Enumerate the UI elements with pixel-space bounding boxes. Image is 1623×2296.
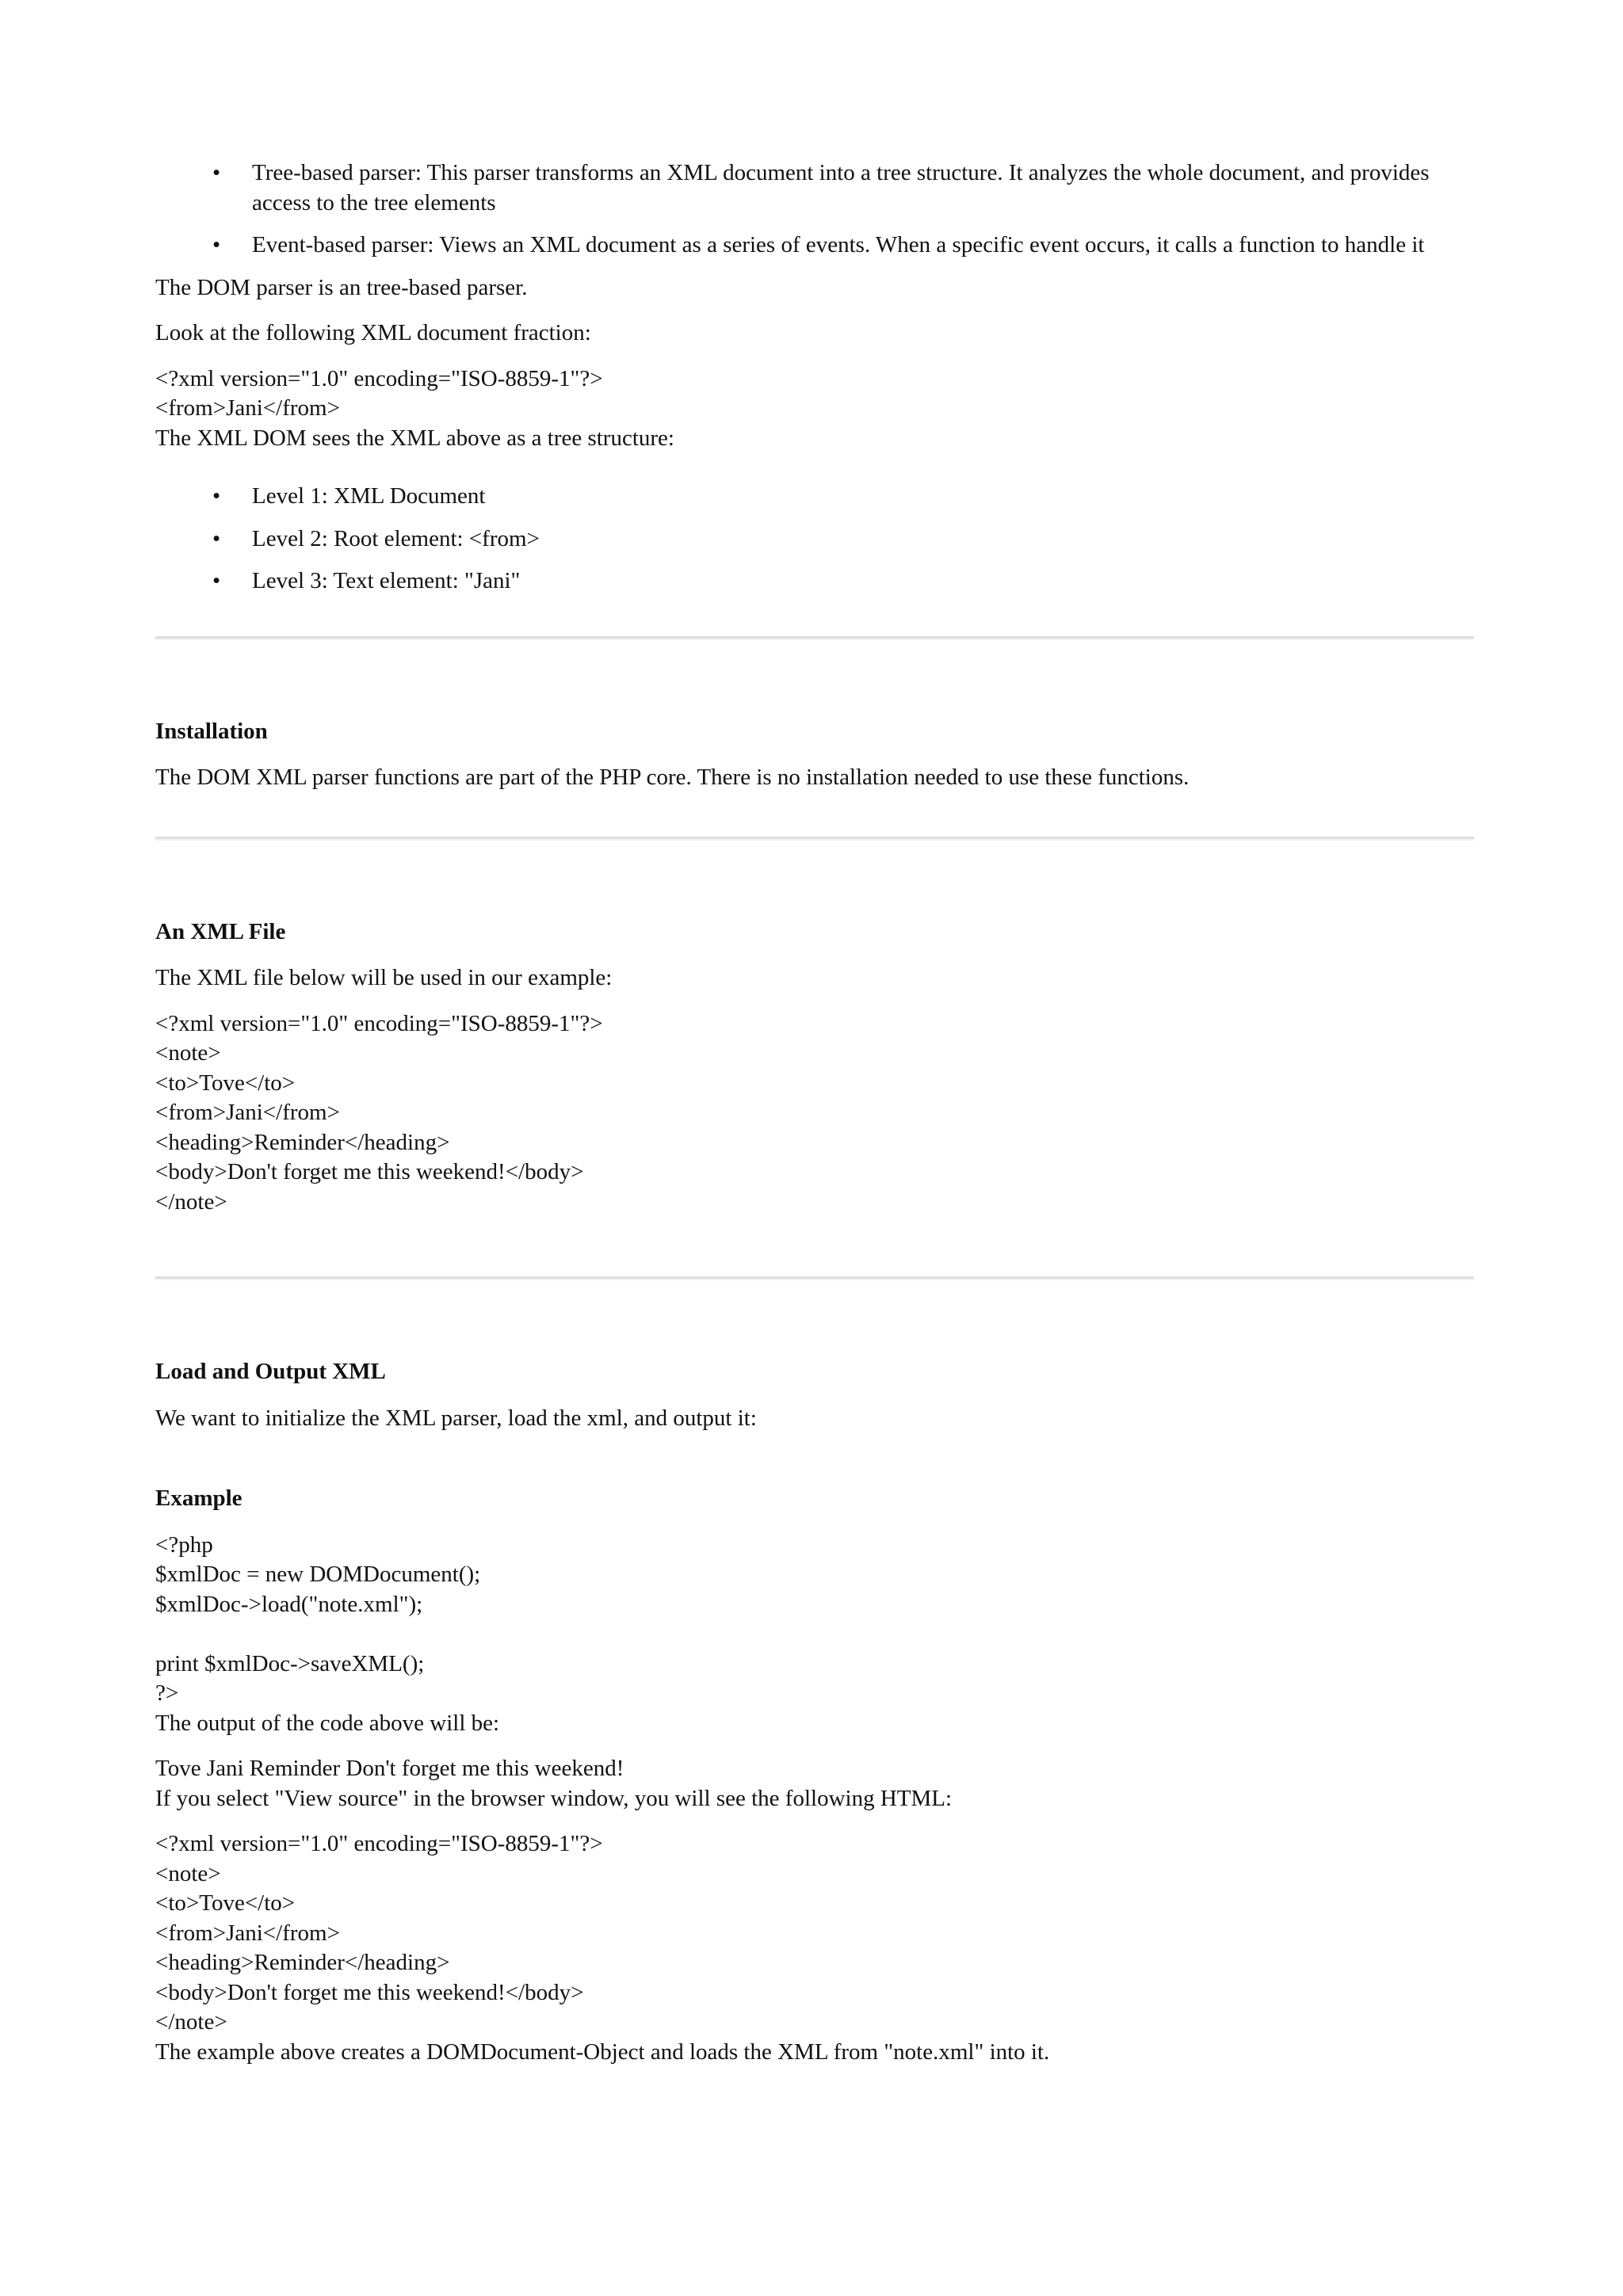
list-item (212, 158, 1474, 218)
list-item (212, 482, 1474, 512)
code-line: <note> (155, 1040, 221, 1066)
output-text (155, 1754, 1474, 1814)
list-item-text: Level 1: XML Document (252, 483, 486, 509)
code-line: The output of the code above will be: (155, 1710, 500, 1736)
bullet-icon: • (212, 568, 221, 593)
paragraph-xml-file-intro: The XML file below will be used in our example: (155, 965, 613, 990)
levels-list (155, 482, 1474, 597)
php-example-code (155, 1531, 1474, 1739)
code-line: $xmlDoc = new DOMDocument(); (155, 1562, 481, 1587)
list-item (212, 231, 1474, 261)
section-divider (155, 1276, 1474, 1280)
list-item-text: Tree-based parser: This parser transforms an XML document into a tree structure. It analyzes the whole document, and provides access to the tree elements (252, 160, 1430, 215)
paragraph-look-at: Look at the following XML document fraction: (155, 320, 591, 345)
code-line: The example above creates a DOMDocument-Object and loads the XML from "note.xml" into it. (155, 2039, 1050, 2065)
code-line: If you select "View source" in the browser window, you will see the following HTML: (155, 1785, 953, 1811)
paragraph-installation: The DOM XML parser functions are part of the PHP core. There is no installation needed to use these functions. (155, 765, 1190, 790)
code-line: <heading>Reminder</heading> (155, 1129, 450, 1155)
code-line: <?xml version="1.0" encoding="ISO-8859-1"?> (155, 365, 603, 391)
heading-example: Example (155, 1486, 242, 1511)
list-item-text: Level 2: Root element: <from> (252, 525, 540, 551)
bullet-icon: • (212, 525, 221, 551)
code-line: <from>Jani</from> (155, 1100, 340, 1125)
heading-xml-file: An XML File (155, 918, 286, 944)
list-item-text: Event-based parser: Views an XML document as a series of events. When a specific event occurs, it calls a function to handle it (252, 232, 1425, 257)
list-item (212, 566, 1474, 597)
bullet-icon: • (212, 483, 221, 509)
parser-types-list (155, 158, 1474, 261)
code-line: <?xml version="1.0" encoding="ISO-8859-1"?> (155, 1010, 603, 1036)
code-line: <from>Jani</from> (155, 395, 340, 421)
code-line: <?xml version="1.0" encoding="ISO-8859-1"?> (155, 1831, 603, 1856)
code-line: </note> (155, 1188, 227, 1215)
list-item-text: Level 3: Text element: "Jani" (252, 568, 521, 593)
bullet-icon: • (212, 232, 221, 257)
code-line: <body>Don't forget me this weekend!</body> (155, 1979, 584, 2005)
section-divider (155, 837, 1474, 841)
code-line: <note> (155, 1860, 221, 1886)
code-line: <body>Don't forget me this weekend!</body> (155, 1159, 584, 1184)
list-item (212, 524, 1474, 555)
code-line: </note> (155, 2009, 227, 2035)
section-divider (155, 636, 1474, 640)
xml-fraction-code (155, 364, 1474, 454)
code-line: The XML DOM sees the XML above as a tree structure: (155, 425, 674, 451)
code-line: ?> (155, 1680, 179, 1706)
code-line: print $xmlDoc->saveXML(); (155, 1650, 425, 1676)
xml-file-code (155, 1009, 1474, 1218)
code-line: <to>Tove</to> (155, 1070, 296, 1096)
code-line: <to>Tove</to> (155, 1890, 296, 1916)
paragraph-load-output-intro: We want to initialize the XML parser, load the xml, and output it: (155, 1405, 757, 1431)
code-line: <heading>Reminder</heading> (155, 1950, 450, 1975)
heading-load-output: Load and Output XML (155, 1359, 386, 1384)
view-source-code (155, 1829, 1474, 2067)
code-line: <from>Jani</from> (155, 1920, 340, 1946)
bullet-icon: • (212, 160, 221, 185)
code-line: Tove Jani Reminder Don't forget me this weekend! (155, 1756, 624, 1781)
code-line: <?php (155, 1531, 213, 1558)
paragraph-dom-tree: The DOM parser is an tree-based parser. (155, 274, 528, 300)
code-line (155, 1619, 1474, 1650)
code-line: $xmlDoc->load("note.xml"); (155, 1591, 423, 1617)
document-content (155, 158, 1474, 2067)
heading-installation: Installation (155, 718, 268, 744)
